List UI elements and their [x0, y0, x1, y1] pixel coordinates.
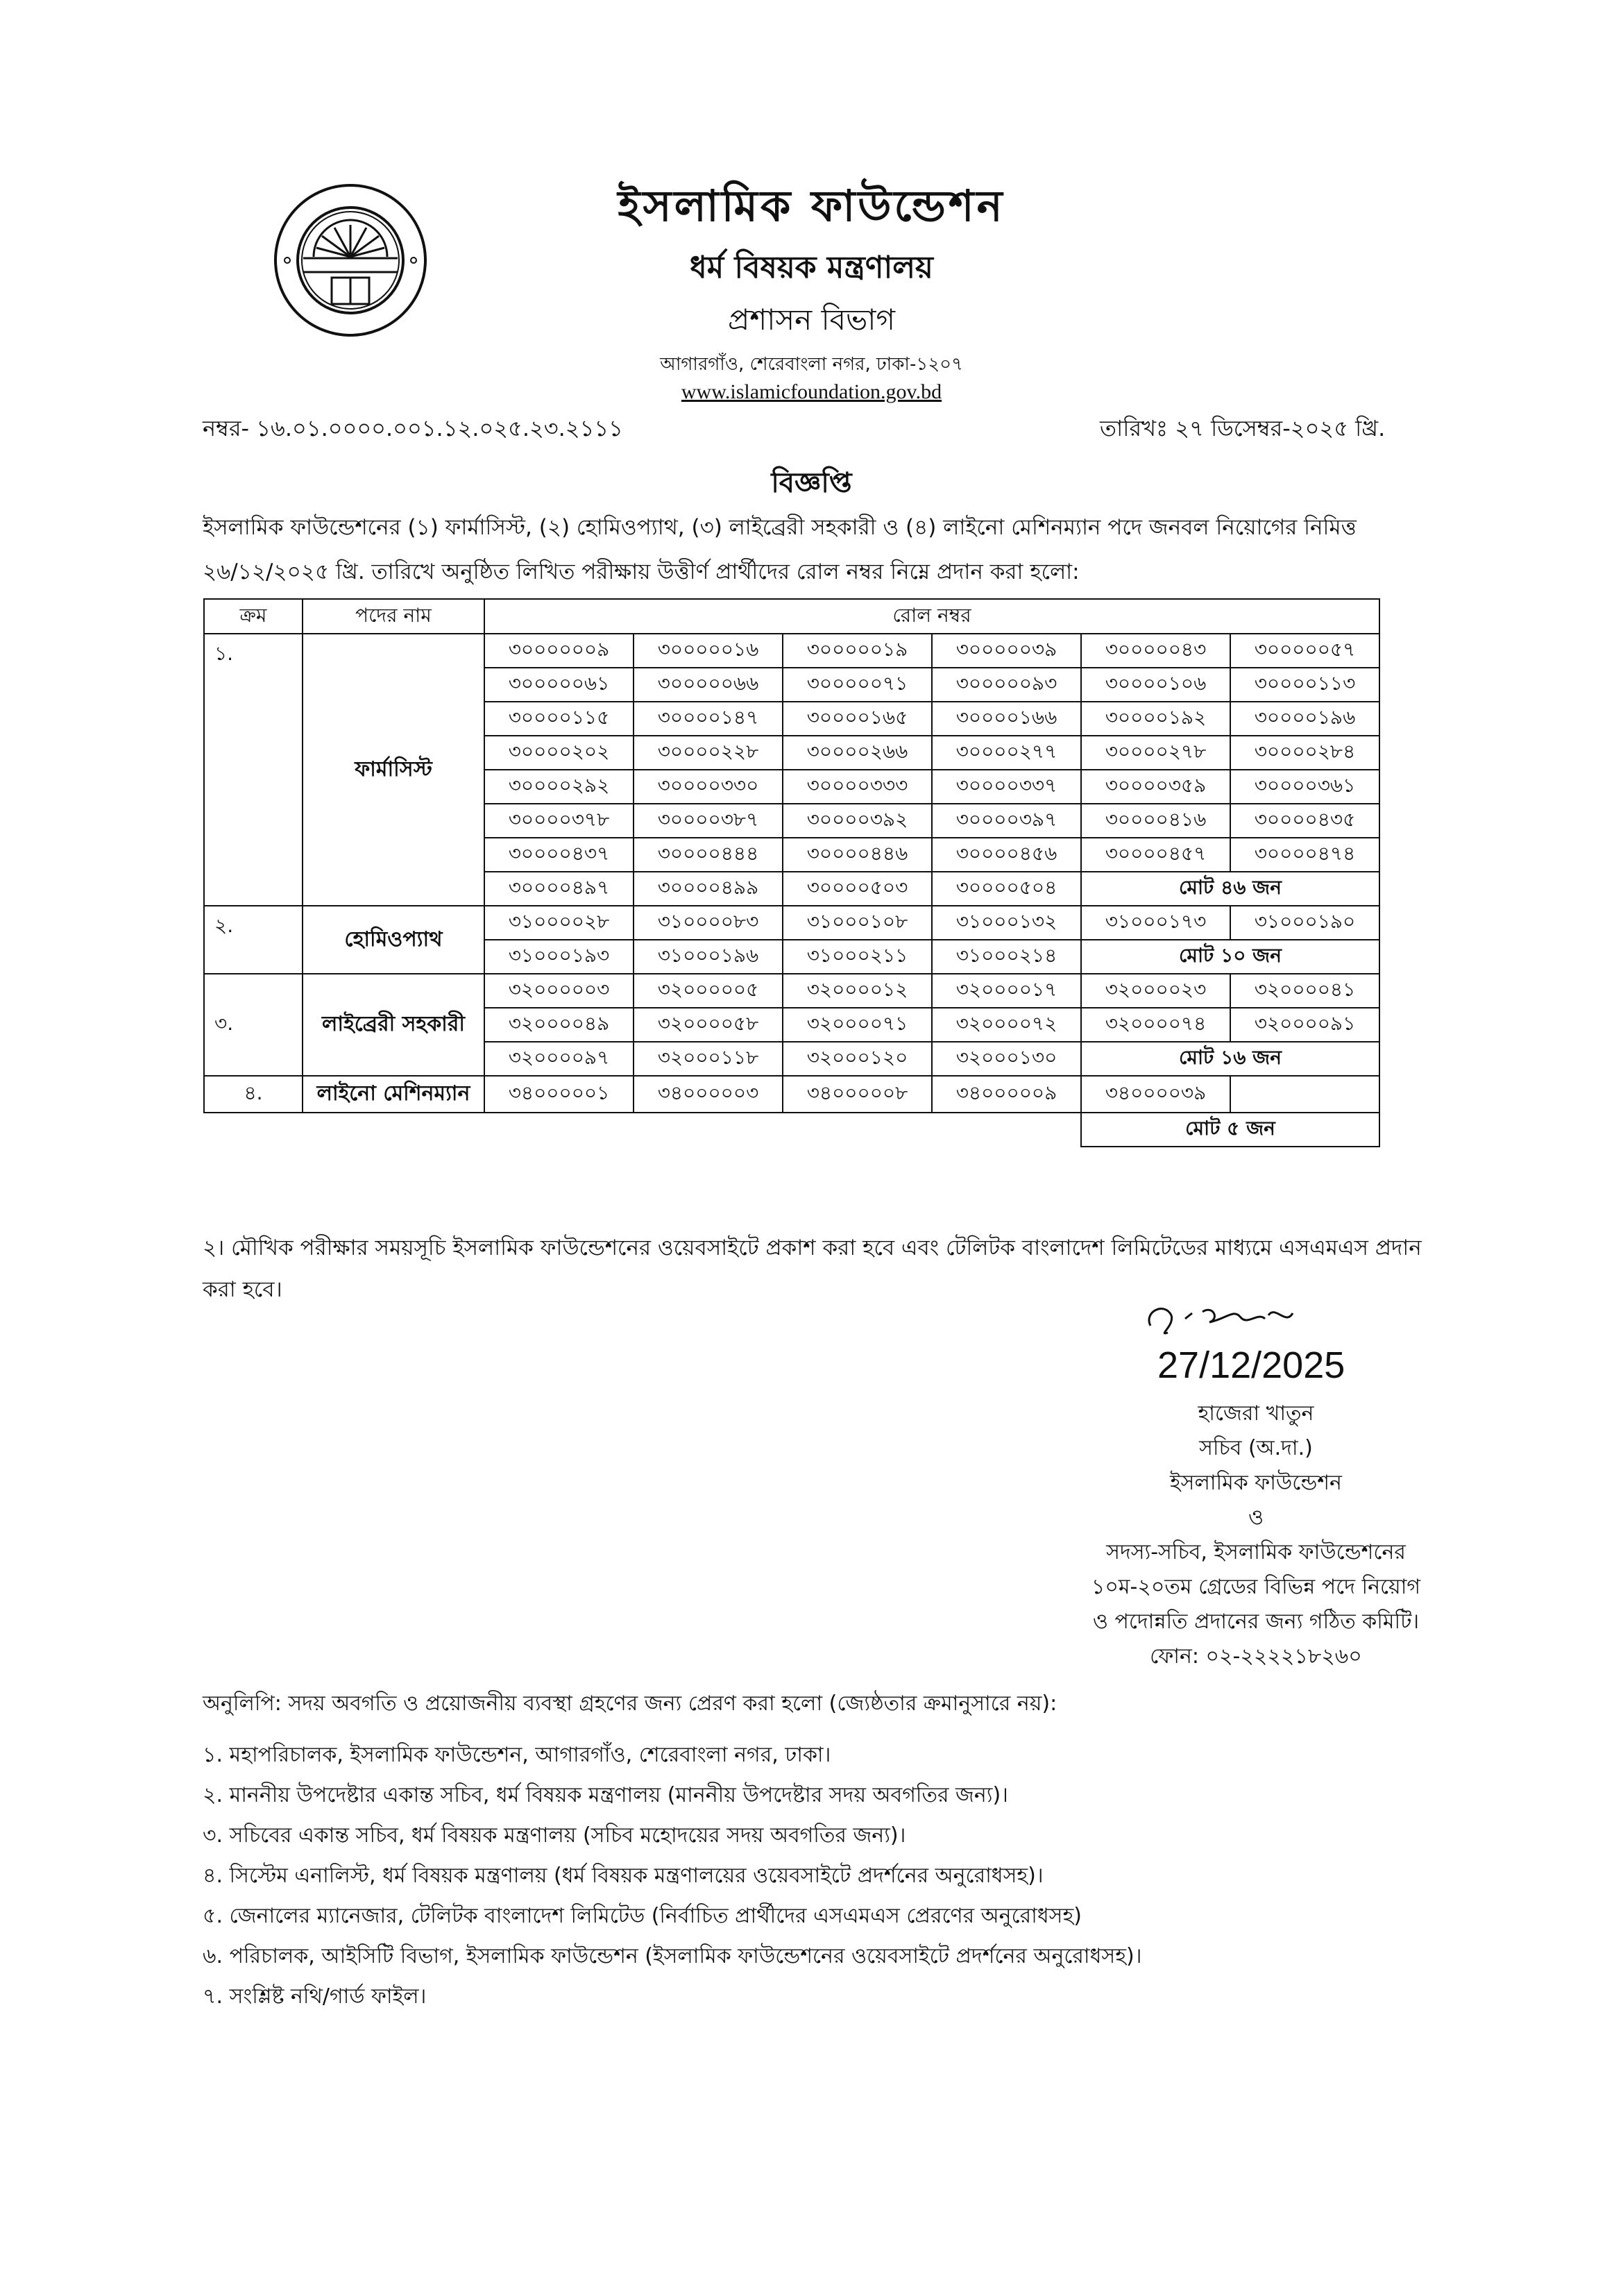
signatory-role-line-2: ১০ম-২০তম গ্রেডের বিভিন্ন পদে নিয়োগ — [1091, 1575, 1421, 1599]
roll-cell: ৩২০০০০০৫ — [634, 974, 783, 1008]
copy-to-item: ১. মহাপরিচালক, ইসলামিক ফাউন্ডেশন, আগারগাঁও, শেরেবাংলা নগর, ঢাকা। — [203, 1743, 831, 1767]
post-name-cell: লাইনো মেশিনম্যান — [303, 1076, 484, 1113]
roll-cell: ৩০০০০২৭৮ — [1081, 736, 1230, 770]
copy-to-item: ২. মাননীয় উপদেষ্টার একান্ত সচিব, ধর্ম বিষয়ক মন্ত্রণালয় (মাননীয় উপদেষ্টার সদয় অবগতির জন্য)। — [203, 1783, 1008, 1807]
roll-cell: ৩০০০০২২৮ — [634, 736, 783, 770]
header-roll: রোল নম্বর — [484, 599, 1379, 634]
roll-cell: ৩১০০০১৯০ — [1230, 906, 1379, 940]
serial-cell: ১. — [204, 634, 303, 906]
roll-cell: ৩৪০০০০০৯ — [932, 1076, 1081, 1113]
serial-cell: ৩. — [204, 974, 303, 1076]
roll-cell: ৩১০০০১৭৩ — [1081, 906, 1230, 940]
memo-date: তারিখঃ ২৭ ডিসেম্বর-২০২৫ খ্রি. — [1100, 415, 1386, 441]
table-row — [204, 634, 1379, 668]
roll-cell: ৩১০০০১৯৩ — [484, 940, 634, 974]
roll-cell: ৩০০০০৪৫৭ — [1081, 838, 1230, 872]
roll-cell: ৩০০০০৫০৪ — [932, 872, 1081, 906]
header-post: পদের নাম — [303, 599, 484, 634]
address: আগারগাঁও, শেরেবাংলা নগর, ঢাকা-১২০৭ — [660, 354, 963, 375]
roll-cell: ৩৪০০০০০১ — [484, 1076, 634, 1113]
roll-cell: ৩০০০০৪৭৪ — [1230, 838, 1379, 872]
signatory-block — [1027, 1396, 1485, 1674]
roll-cell: ৩০০০০৩৫৯ — [1081, 770, 1230, 804]
roll-cell: ৩২০০০০৪৯ — [484, 1008, 634, 1042]
roll-cell: ৩০০০০৪৩৫ — [1230, 804, 1379, 838]
roll-cell — [1230, 1076, 1379, 1113]
roll-cell: ৩২০০০১৩০ — [932, 1042, 1081, 1076]
roll-cell: ৩০০০০৩৬১ — [1230, 770, 1379, 804]
roll-cell: ৩০০০০৪৯৭ — [484, 872, 634, 906]
roll-cell: ৩২০০০০০৩ — [484, 974, 634, 1008]
roll-cell: ৩০০০০০৯৩ — [932, 668, 1081, 702]
roll-cell: ৩০০০০৩৯৭ — [932, 804, 1081, 838]
roll-cell: ৩১০০০০৮৩ — [634, 906, 783, 940]
table-row — [204, 974, 1379, 1008]
roll-cell: ৩০০০০২০২ — [484, 736, 634, 770]
roll-cell: ৩২০০০০৭২ — [932, 1008, 1081, 1042]
table-row-total — [204, 1113, 1379, 1147]
table-header-row — [204, 599, 1379, 634]
signatory-conjunction: ও — [1248, 1505, 1264, 1530]
roll-cell: ৩২০০০০৯১ — [1230, 1008, 1379, 1042]
copy-to-item: ৪. সিস্টেম এনালিস্ট, ধর্ম বিষয়ক মন্ত্রণালয় (ধর্ম বিষয়ক মন্ত্রণালয়ের ওয়েবসাইটে প্রদর্শনের অনুরোধসহ)। — [203, 1864, 1044, 1888]
roll-cell: ৩১০০০২১৪ — [932, 940, 1081, 974]
roll-cell: ৩১০০০২১১ — [783, 940, 932, 974]
header-serial: ক্রম — [204, 599, 303, 634]
table-row — [204, 906, 1379, 940]
roll-cell: ৩০০০০১৬৫ — [783, 702, 932, 736]
paragraph-2: ২। মৌখিক পরীক্ষার সময়সূচি ইসলামিক ফাউন্ডেশনের ওয়েবসাইটে প্রকাশ করা হবে এবং টেলিটক বাংলাদেশ লিমিটেডের মাধ্যমে এসএমএস প্রদান করা হবে। — [203, 1235, 1422, 1302]
svg-text:27/12/2025: 27/12/2025 — [1157, 1344, 1345, 1386]
total-count: মোট ১০ জন — [1081, 940, 1379, 974]
roll-cell: ৩১০০০১০৮ — [783, 906, 932, 940]
roll-cell: ৩৪০০০০০৩ — [634, 1076, 783, 1113]
table-row — [204, 1076, 1379, 1113]
signatory-organization: ইসলামিক ফাউন্ডেশন — [1170, 1471, 1342, 1495]
roll-cell: ৩০০০০৪৩৭ — [484, 838, 634, 872]
roll-cell: ৩০০০০০০৯ — [484, 634, 634, 668]
ministry-name: ধর্ম বিষয়ক মন্ত্রণালয় — [690, 250, 933, 285]
copy-to-item: ৬. পরিচালক, আইসিটি বিভাগ, ইসলামিক ফাউন্ডেশন (ইসলামিক ফাউন্ডেশনের ওয়েবসাইটে প্রদর্শনের অনুরোধসহ)। — [203, 1944, 1142, 1968]
roll-cell: ৩০০০০০১৯ — [783, 634, 932, 668]
copy-to-item: ৩. সচিবের একান্ত সচিব, ধর্ম বিষয়ক মন্ত্রণালয় (সচিব মহোদয়ের সদয় অবগতির জন্য)। — [203, 1823, 906, 1848]
roll-cell: ৩০০০০২৬৬ — [783, 736, 932, 770]
signatory-phone: ফোন: ০২-২২২২১৮২৬০ — [1150, 1644, 1362, 1669]
roll-number-table — [203, 598, 1380, 1147]
post-name-cell: ফার্মাসিস্ট — [303, 634, 484, 906]
roll-cell: ৩২০০০০৭১ — [783, 1008, 932, 1042]
roll-cell: ৩০০০০২৮৪ — [1230, 736, 1379, 770]
roll-cell: ৩২০০০০৯৭ — [484, 1042, 634, 1076]
copy-to-item: ৭. সংশ্লিষ্ট নথি/গার্ড ফাইল। — [203, 1984, 427, 2009]
total-count: মোট ১৬ জন — [1081, 1042, 1379, 1076]
notice-title: বিজ্ঞপ্তি — [771, 467, 852, 499]
notice-intro: ইসলামিক ফাউন্ডেশনের (১) ফার্মাসিস্ট, (২) হোমিওপ্যাথ, (৩) লাইব্রেরী সহকারী ও (৪) লাইনো মেশিনম্যান পদে জনবল নিয়োগের নিমিত্ত ২৬/১২/২০২৫ খ্রি. তারিখে অনুষ্ঠিত লিখিত পরীক্ষায় উত্তীর্ণ প্রার্থীদের রোল নম্বর নিম্নে প্রদান করা হলো: — [203, 515, 1357, 584]
post-name-cell: লাইব্রেরী সহকারী — [303, 974, 484, 1076]
roll-cell: ৩০০০০৪৪৪ — [634, 838, 783, 872]
roll-cell: ৩০০০০০৫৭ — [1230, 634, 1379, 668]
roll-cell: ৩০০০০৩৮৭ — [634, 804, 783, 838]
signature-icon — [1137, 1298, 1442, 1395]
roll-cell: ৩২০০০০২৩ — [1081, 974, 1230, 1008]
roll-cell: ৩০০০০৩৭৮ — [484, 804, 634, 838]
roll-cell: ৩০০০০১০৬ — [1081, 668, 1230, 702]
roll-cell: ৩০০০০০৪৩ — [1081, 634, 1230, 668]
roll-cell: ৩০০০০৪৯৯ — [634, 872, 783, 906]
roll-cell: ৩২০০০০১২ — [783, 974, 932, 1008]
roll-cell: ৩০০০০৪৪৬ — [783, 838, 932, 872]
roll-cell: ৩০০০০০৬৬ — [634, 668, 783, 702]
roll-cell: ৩২০০০১২০ — [783, 1042, 932, 1076]
roll-cell: ৩০০০০৩৩০ — [634, 770, 783, 804]
department-name: প্রশাসন বিভাগ — [728, 303, 895, 337]
roll-cell: ৩১০০০১৯৬ — [634, 940, 783, 974]
roll-cell: ৩২০০০০৪১ — [1230, 974, 1379, 1008]
roll-cell: ৩০০০০৩৯২ — [783, 804, 932, 838]
roll-cell: ৩৪০০০০০৮ — [783, 1076, 932, 1113]
copy-to-list — [203, 1735, 1141, 2017]
roll-cell: ৩০০০০১৬৬ — [932, 702, 1081, 736]
total-count: মোট ৫ জন — [1081, 1113, 1379, 1147]
roll-cell: ৩০০০০৪৫৬ — [932, 838, 1081, 872]
roll-cell: ৩০০০০১৪৭ — [634, 702, 783, 736]
roll-cell: ৩২০০০০১৭ — [932, 974, 1081, 1008]
signatory-role-line-3: ও পদোন্নতি প্রদানের জন্য গঠিত কমিটি। — [1092, 1610, 1420, 1634]
post-name-cell: হোমিওপ্যাথ — [303, 906, 484, 974]
roll-cell: ৩০০০০৩৩৩ — [783, 770, 932, 804]
signatory-name: হাজেরা খাতুন — [1198, 1401, 1314, 1426]
roll-cell: ৩০০০০০১৬ — [634, 634, 783, 668]
copy-to-heading: অনুলিপি: সদয় অবগতি ও প্রয়োজনীয় ব্যবস্থা গ্রহণের জন্য প্রেরণ করা হলো (জ্যেষ্ঠতার ক্রমানুসারে নয়): — [203, 1691, 1057, 1716]
roll-cell: ৩০০০০২৯২ — [484, 770, 634, 804]
serial-cell: ৪. — [204, 1076, 303, 1113]
roll-cell: ৩০০০০৪১৬ — [1081, 804, 1230, 838]
roll-cell: ৩১০০০১৩২ — [932, 906, 1081, 940]
copy-to-item: ৫. জেনালের ম্যানেজার, টেলিটক বাংলাদেশ লিমিটেড (নির্বাচিত প্রার্থীদের এসএমএস প্রেরণের অনুরোধসহ) — [203, 1904, 1082, 1928]
website-link[interactable]: www.islamicfoundation.gov.bd — [681, 380, 942, 403]
roll-cell: ৩০০০০৩৩৭ — [932, 770, 1081, 804]
roll-cell: ৩২০০০১১৮ — [634, 1042, 783, 1076]
roll-cell: ৩০০০০০৩৯ — [932, 634, 1081, 668]
roll-cell: ৩৪০০০০৩৯ — [1081, 1076, 1230, 1113]
roll-cell: ৩০০০০১৯২ — [1081, 702, 1230, 736]
roll-cell: ৩১০০০০২৮ — [484, 906, 634, 940]
roll-cell: ৩২০০০০৫৮ — [634, 1008, 783, 1042]
memo-number: নম্বর- ১৬.০১.০০০০.০০১.১২.০২৫.২৩.২১১১ — [203, 415, 623, 441]
signatory-designation: সচিব (অ.দা.) — [1199, 1436, 1313, 1460]
roll-cell: ৩০০০০০৬১ — [484, 668, 634, 702]
total-count: মোট ৪৬ জন — [1081, 872, 1379, 906]
roll-cell: ৩০০০০১১৩ — [1230, 668, 1379, 702]
organization-title: ইসলামিক ফাউন্ডেশন — [618, 180, 1005, 231]
roll-cell: ৩০০০০৫০৩ — [783, 872, 932, 906]
serial-cell: ২. — [204, 906, 303, 974]
roll-cell: ৩০০০০১৯৬ — [1230, 702, 1379, 736]
roll-cell: ৩০০০০২৭৭ — [932, 736, 1081, 770]
roll-cell: ৩০০০০০৭১ — [783, 668, 932, 702]
signatory-role-line-1: সদস্য-সচিব, ইসলামিক ফাউন্ডেশনের — [1106, 1540, 1406, 1564]
roll-cell: ৩০০০০১১৫ — [484, 702, 634, 736]
roll-cell: ৩২০০০০৭৪ — [1081, 1008, 1230, 1042]
